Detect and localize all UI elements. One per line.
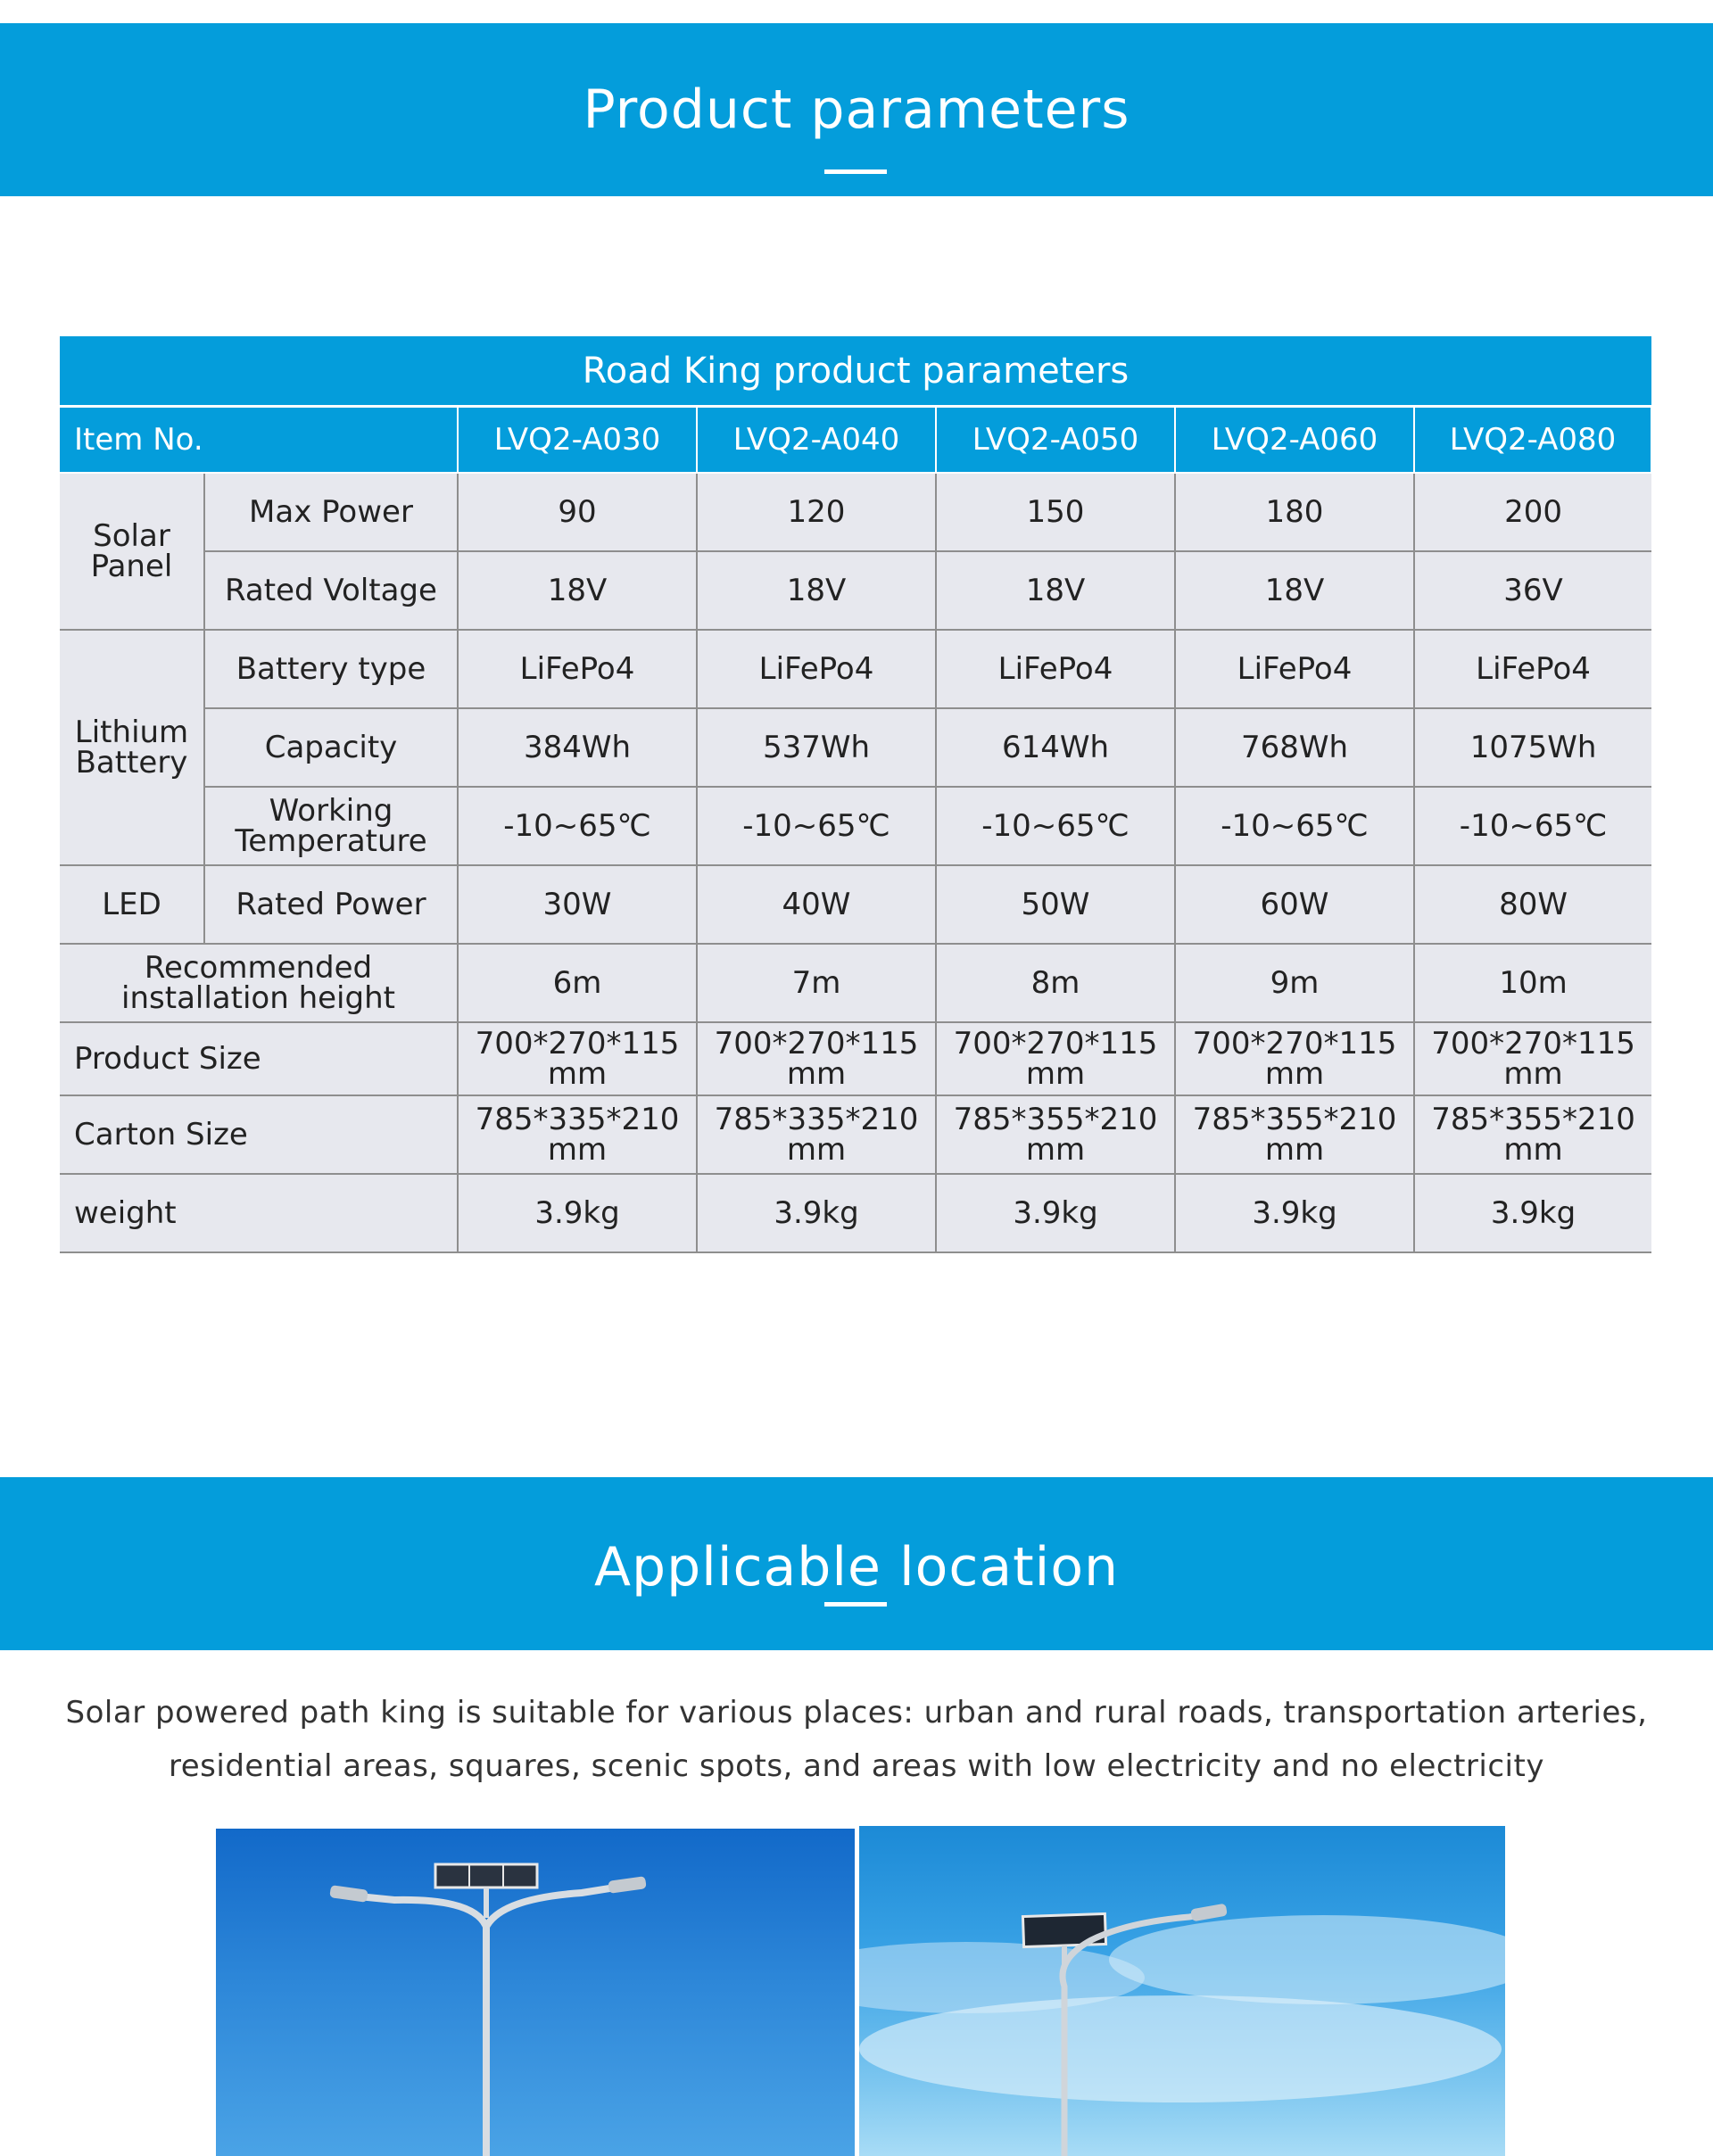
header-model: LVQ2-A060 (1175, 407, 1414, 474)
cell: 30W (458, 865, 697, 944)
row-label: Battery type (204, 630, 458, 708)
cell (697, 1022, 936, 1095)
header-model: LVQ2-A030 (458, 407, 697, 474)
cell: 10m (1414, 944, 1651, 1022)
row-label-text: Recommended installation height (121, 950, 395, 1016)
cell: -10~65℃ (1175, 787, 1414, 865)
cell: 50W (936, 865, 1175, 944)
header-model: LVQ2-A040 (697, 407, 936, 474)
cell-text: 700*270*115 mm (953, 1026, 1158, 1092)
product-parameters-banner (0, 23, 1713, 196)
row-label: Carton Size (60, 1095, 458, 1174)
cell (1175, 1095, 1414, 1174)
row-label: Product Size (60, 1022, 458, 1095)
table-row (60, 1095, 1651, 1174)
cell: LiFePo4 (1175, 630, 1414, 708)
cell: 3.9kg (1175, 1174, 1414, 1252)
group-label: Lithium Battery (74, 715, 189, 781)
cell: 40W (697, 865, 936, 944)
cell: 120 (697, 473, 936, 551)
parameters-table-container (60, 336, 1651, 1253)
cell: 18V (936, 551, 1175, 630)
table-row (60, 944, 1651, 1022)
section-title: Product parameters (583, 78, 1130, 141)
table-row (60, 551, 1651, 630)
cell: 18V (1175, 551, 1414, 630)
cell: 90 (458, 473, 697, 551)
header-model: LVQ2-A080 (1414, 407, 1651, 474)
cell-text: 700*270*115 mm (1431, 1026, 1635, 1092)
cell: -10~65℃ (697, 787, 936, 865)
cell: 7m (697, 944, 936, 1022)
street-light-illustration (216, 1829, 855, 2156)
cell: -10~65℃ (936, 787, 1175, 865)
cell: 3.9kg (1414, 1174, 1651, 1252)
header-item-no: Item No. (60, 407, 458, 474)
cell-text: 785*355*210 mm (1192, 1102, 1397, 1168)
cell: 18V (458, 551, 697, 630)
table-caption: Road King product parameters (60, 336, 1651, 407)
cell-text: 785*335*210 mm (714, 1102, 919, 1168)
row-label: Max Power (204, 473, 458, 551)
row-label: Rated Voltage (204, 551, 458, 630)
group-lithium-battery (60, 630, 204, 865)
row-label: weight (60, 1174, 458, 1252)
parameters-table (60, 336, 1652, 1253)
cell: LiFePo4 (697, 630, 936, 708)
row-label: Capacity (204, 708, 458, 787)
cell: 614Wh (936, 708, 1175, 787)
cell: 6m (458, 944, 697, 1022)
row-label (204, 787, 458, 865)
cell-text: 700*270*115 mm (714, 1026, 919, 1092)
cell (1175, 1022, 1414, 1095)
group-led: LED (60, 865, 204, 944)
section-title: Applicable location (593, 1536, 1120, 1598)
header-model: LVQ2-A050 (936, 407, 1175, 474)
table-row (60, 787, 1651, 865)
cell: 384Wh (458, 708, 697, 787)
cell (1414, 1095, 1651, 1174)
group-solar-panel (60, 473, 204, 630)
cell: 3.9kg (697, 1174, 936, 1252)
cell: 8m (936, 944, 1175, 1022)
cell: 80W (1414, 865, 1651, 944)
cell (1414, 1022, 1651, 1095)
single-arm-street-light-photo (859, 1826, 1505, 2156)
cell: LiFePo4 (936, 630, 1175, 708)
cell: 60W (1175, 865, 1414, 944)
applicable-location-banner (0, 1477, 1713, 1650)
cell (936, 1095, 1175, 1174)
cell (936, 1022, 1175, 1095)
cell-text: 700*270*115 mm (1192, 1026, 1397, 1092)
cell: -10~65℃ (1414, 787, 1651, 865)
row-label (60, 944, 458, 1022)
description-line: Solar powered path king is suitable for various places: urban and rural roads, transportation arteries, (65, 1695, 1648, 1731)
cell: 200 (1414, 473, 1651, 551)
cell: 3.9kg (458, 1174, 697, 1252)
row-label: Rated Power (204, 865, 458, 944)
row-label-text: Working Temperature (235, 793, 427, 859)
table-row (60, 473, 1651, 551)
table-row (60, 1174, 1651, 1252)
cell: 150 (936, 473, 1175, 551)
location-description (54, 1686, 1659, 1793)
double-arm-street-light-photo (216, 1829, 855, 2156)
cell: LiFePo4 (458, 630, 697, 708)
title-underline (824, 1602, 887, 1607)
cell: 18V (697, 551, 936, 630)
table-row (60, 630, 1651, 708)
cell: 180 (1175, 473, 1414, 551)
group-label: Solar Panel (90, 518, 173, 584)
cell (458, 1095, 697, 1174)
cell: LiFePo4 (1414, 630, 1651, 708)
cell (458, 1022, 697, 1095)
cell-text: 785*355*210 mm (953, 1102, 1158, 1168)
cell: 9m (1175, 944, 1414, 1022)
title-underline (824, 169, 887, 174)
cell: 1075Wh (1414, 708, 1651, 787)
table-row (60, 1022, 1651, 1095)
street-light-illustration (859, 1826, 1505, 2156)
cell: 768Wh (1175, 708, 1414, 787)
cell: 3.9kg (936, 1174, 1175, 1252)
cell: 537Wh (697, 708, 936, 787)
cell (697, 1095, 936, 1174)
table-row (60, 865, 1651, 944)
cell-text: 700*270*115 mm (475, 1026, 680, 1092)
table-row (60, 708, 1651, 787)
table-header-row (60, 407, 1651, 474)
cell: 36V (1414, 551, 1651, 630)
cell-text: 785*355*210 mm (1431, 1102, 1635, 1168)
description-line: residential areas, squares, scenic spots, and areas with low electricity and no electricity (169, 1748, 1544, 1784)
table-caption-row (60, 336, 1651, 407)
cell-text: 785*335*210 mm (475, 1102, 680, 1168)
cell: -10~65℃ (458, 787, 697, 865)
